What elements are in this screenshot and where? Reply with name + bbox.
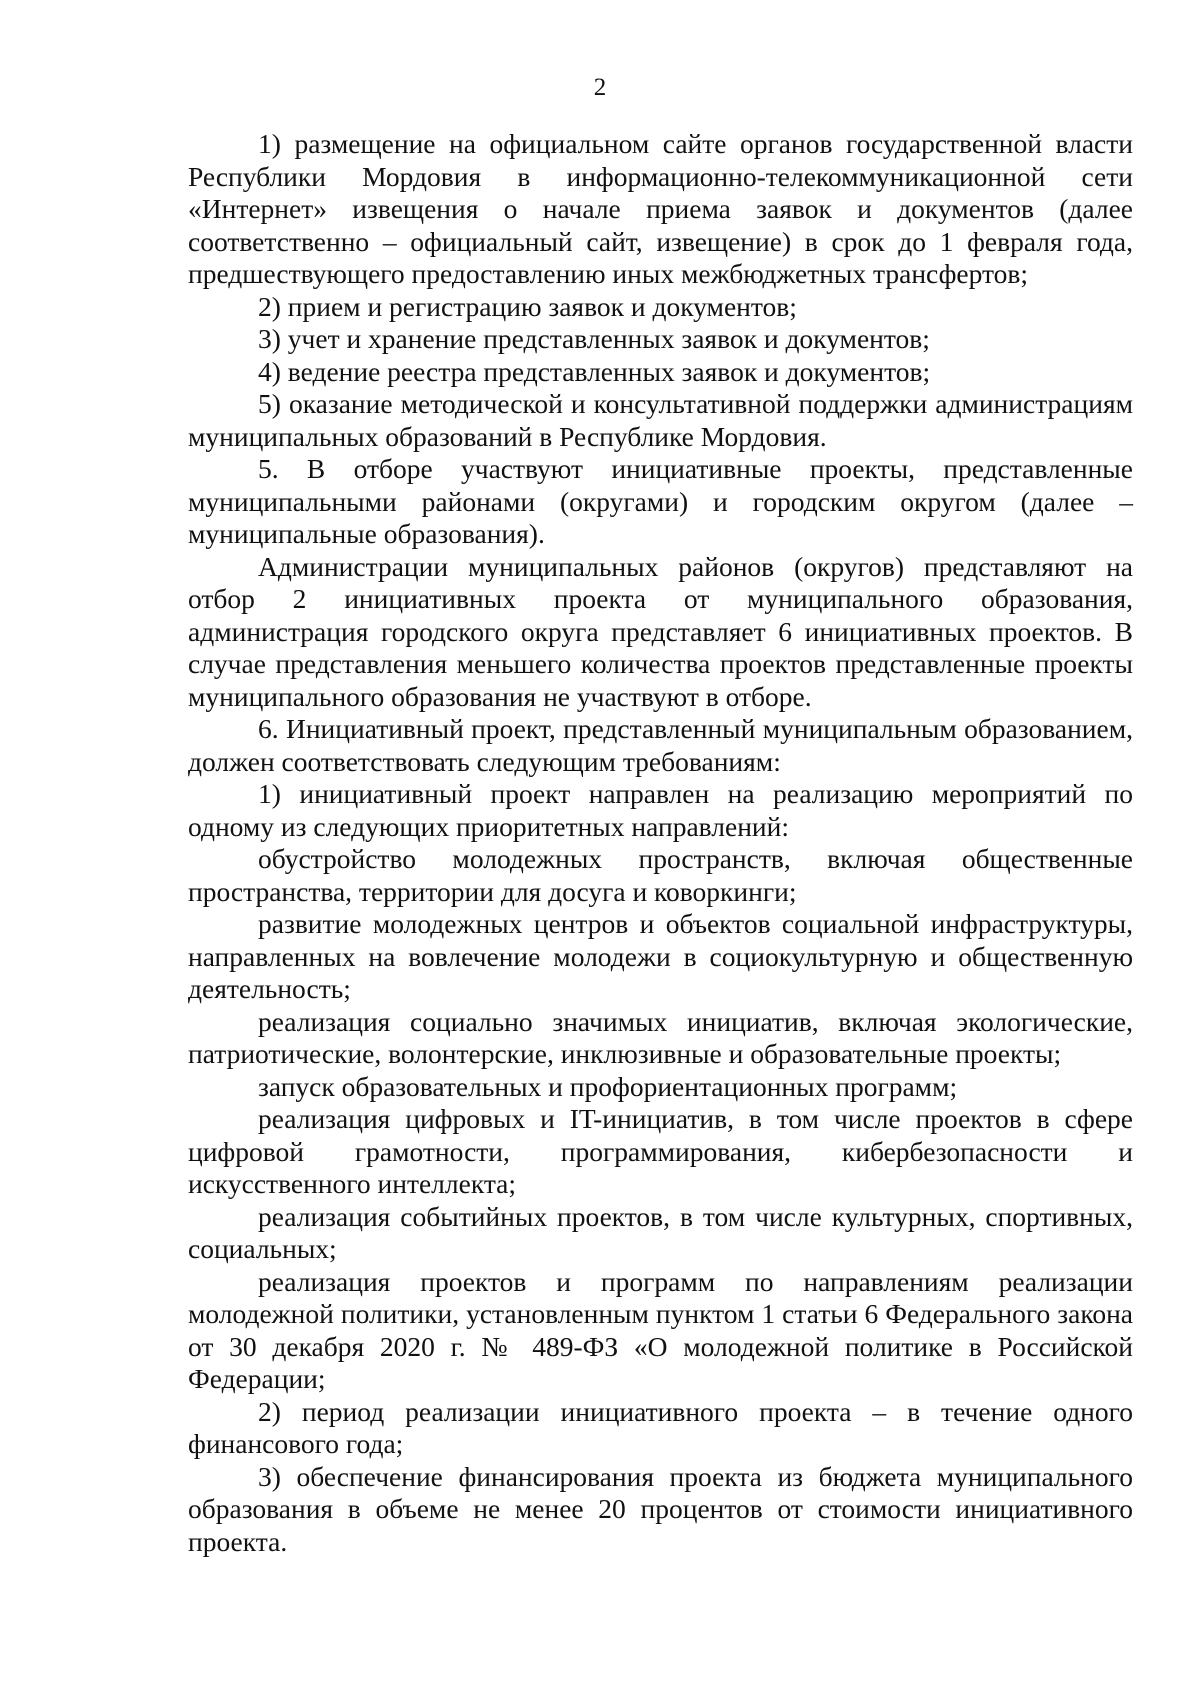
paragraph: запуск образовательных и профориентационных программ; [258,1070,958,1102]
paragraph: реализация проектов и программ по направлениям реализации молодежной политики, установленным пунктом 1 статьи 6 Федерального закона от 30 декабря 2020 г. № 489-ФЗ «О молодежной политике в Российской Федерации; [188,1265,1133,1394]
paragraph: 3) обеспечение финансирования проекта из бюджета муниципального образования в объеме не менее 20 процентов от стоимости инициативного проекта. [188,1460,1133,1557]
page-number: 2 [593,74,607,101]
paragraph: 2) прием и регистрацию заявок и документов; [258,290,797,322]
paragraph: 4) ведение реестра представленных заявок и документов; [258,355,931,387]
paragraph: 2) период реализации инициативного проекта – в течение одного финансового года; [188,1395,1133,1459]
paragraph: реализация социально значимых инициатив, включая экологические, патриотические, волонтерские, инклюзивные и образовательные проекты; [188,1005,1133,1069]
paragraph: 1) инициативный проект направлен на реализацию мероприятий по одному из следующих приоритетных направлений: [188,778,1133,842]
paragraph: 3) учет и хранение представленных заявок и документов; [258,323,930,354]
paragraph: реализация событийных проектов, в том числе культурных, спортивных, социальных; [188,1200,1133,1264]
paragraph: 6. Инициативный проект, представленный муниципальным образованием, должен соответствовать следующим требованиям: [188,713,1133,777]
paragraph: обустройство молодежных пространств, включая общественные пространства, территории для досуга и коворкинги; [188,843,1133,907]
paragraph: развитие молодежных центров и объектов социальной инфраструктуры, направленных на вовлечение молодежи в социокультурную и общественную деятельность; [188,908,1133,1004]
paragraph: 5) оказание методической и консультативной поддержки администрациям муниципальных образований в Республике Мордовия. [188,388,1133,452]
paragraph: реализация цифровых и IT-инициатив, в том числе проектов в сфере цифровой грамотности, программирования, кибербезопасности и искусственного интеллекта; [188,1103,1133,1199]
document-body [188,128,1133,1558]
paragraph: Администрации муниципальных районов (округов) представляют на отбор 2 инициативных проекта от муниципального образования, администрация городского округа представляет 6 инициативных проектов. В случае представления меньшего количества проектов представленные проекты муниципального образования не участвуют в отборе. [188,550,1133,712]
paragraph: 5. В отборе участвуют инициативные проекты, представленные муниципальными районами (округами) и городским округом (далее – муниципальные образования). [188,453,1133,549]
paragraph: 1) размещение на официальном сайте органов государственной власти Республики Мордовия в информационно-телекоммуникационной сети «Интернет» извещения о начале приема заявок и документов (далее соответственно – официальный сайт, извещение) в срок до 1 февраля года, предшествующего предоставлению иных межбюджетных трансфертов; [188,128,1133,289]
